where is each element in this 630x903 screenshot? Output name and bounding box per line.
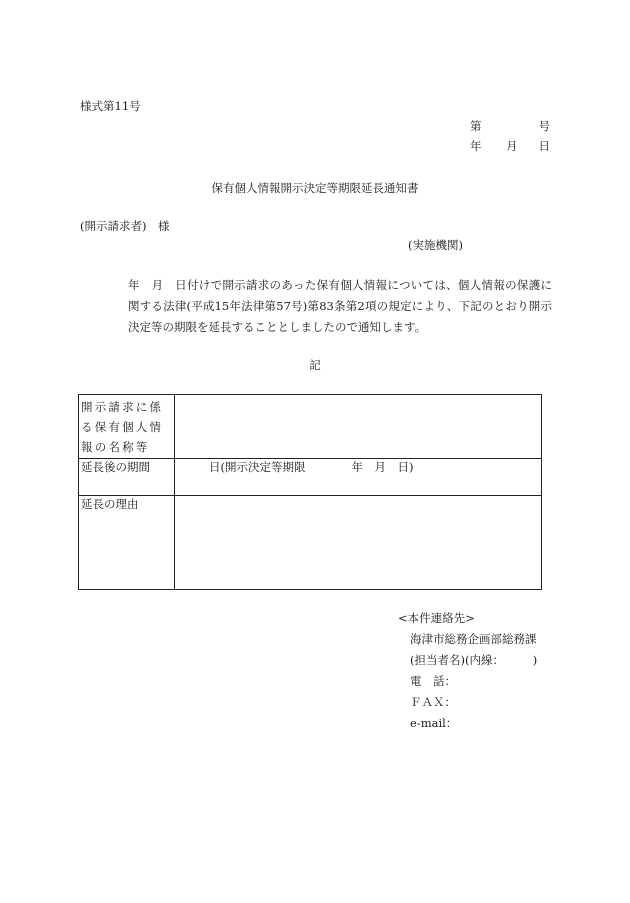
ki-heading: 記 — [309, 358, 321, 372]
row-value-request-info — [175, 395, 542, 459]
implementing-agency: (実施機関) — [408, 238, 463, 252]
contact-department: 海津市総務企画部総務課 — [410, 632, 537, 646]
form-number: 様式第11号 — [80, 99, 141, 113]
row-label-request-info: 開示請求に係る保有個人情報の名称等 — [79, 395, 175, 459]
row-label-extended-period: 延長後の期間 — [79, 459, 175, 496]
date-month: 月 — [506, 139, 518, 153]
doc-number-suffix: 号 — [538, 119, 550, 133]
doc-number-prefix: 第 — [470, 119, 482, 133]
contact-email: e-mail： — [410, 716, 458, 730]
row-value-reason — [175, 496, 542, 590]
row-value-extended-period: 日(開示決定等期限 年 月 日) — [175, 459, 542, 496]
contact-block — [398, 608, 537, 734]
body-text — [80, 275, 552, 338]
table-row — [79, 395, 542, 459]
date-year: 年 — [470, 139, 482, 153]
document-title: 保有個人情報開示決定等期限延長通知書 — [211, 181, 419, 195]
contact-heading: <本件連絡先> — [398, 611, 475, 625]
contact-phone: 電 話： — [410, 674, 456, 688]
body-paragraph: 年 月 日付けで開示請求のあった保有個人情報については、個人情報の保護に関する法律(平成15年法律第57号)第83条第2項の規定により、下記のとおり開示決定等の期限を延長することとしましたので通知します。 — [128, 278, 552, 334]
row-label-reason: 延長の理由 — [79, 496, 175, 590]
recipient: (開示請求者) 様 — [80, 219, 170, 233]
contact-person: (担当者名)(内線： ) — [410, 653, 538, 667]
date-day: 日 — [538, 139, 550, 153]
table-row — [79, 496, 542, 590]
contact-fax: ＦＡＸ： — [410, 695, 456, 709]
table-row — [79, 459, 542, 496]
info-table — [78, 394, 542, 590]
